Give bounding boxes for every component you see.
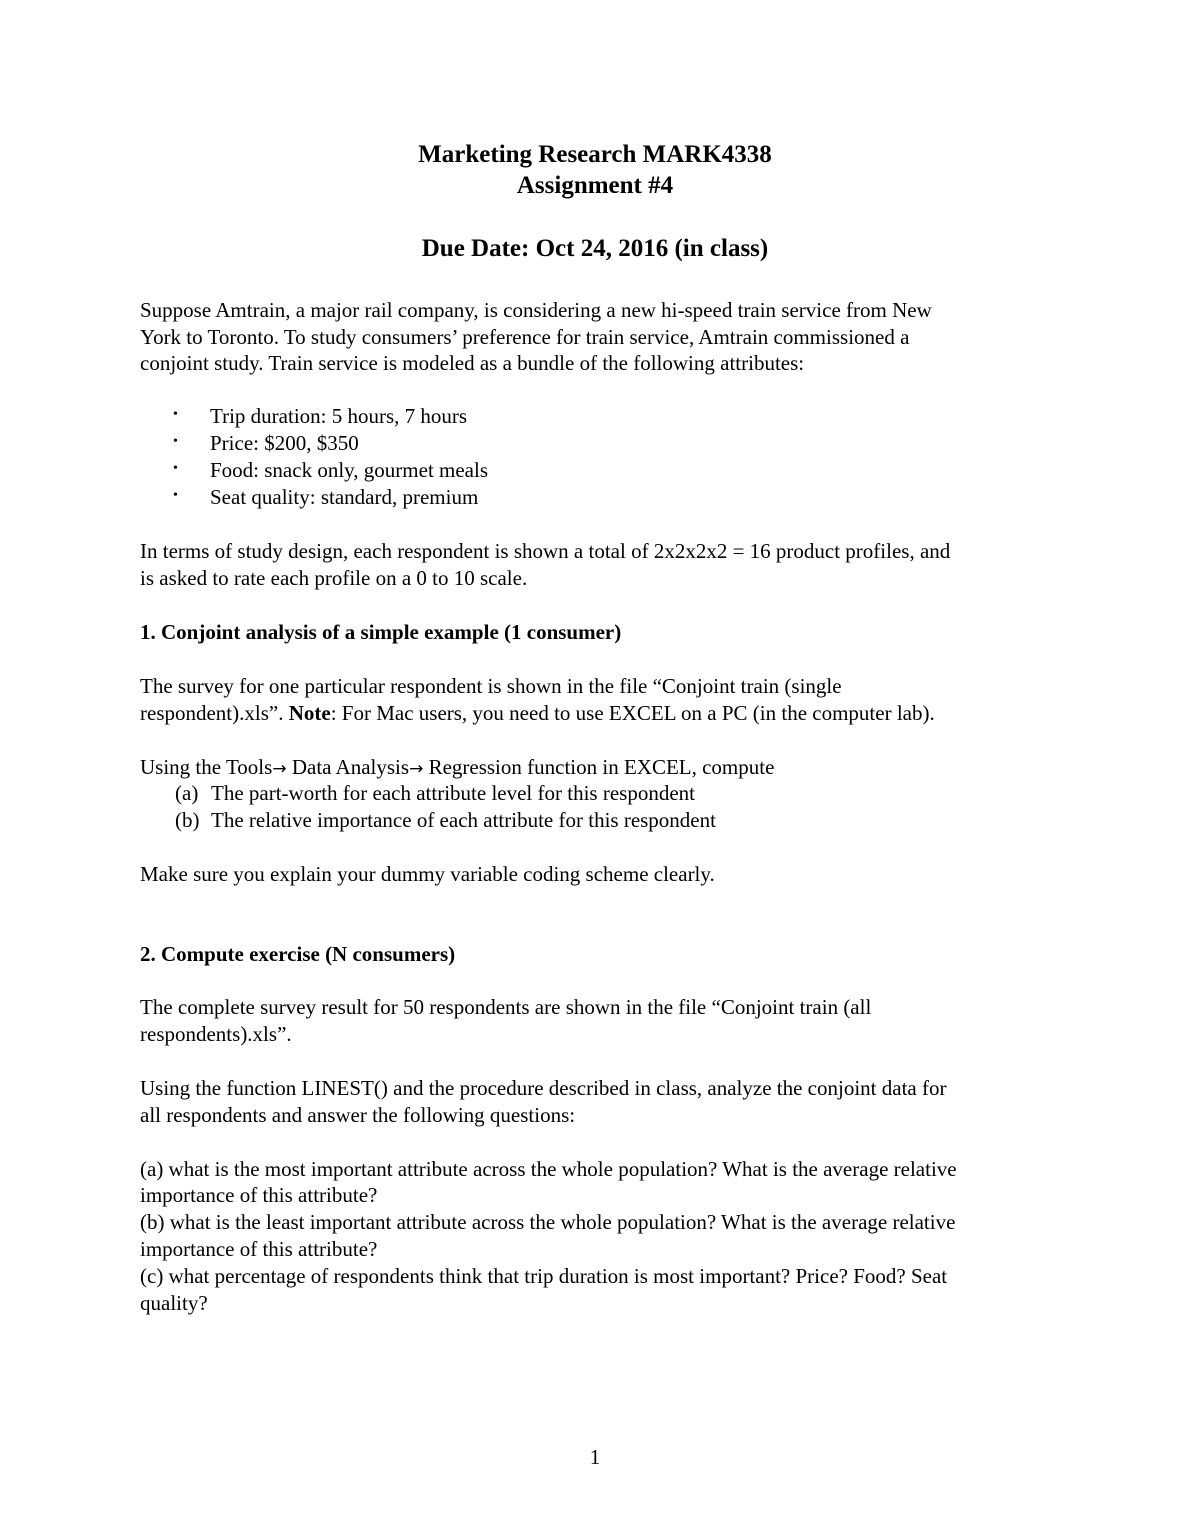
item-letter: (a): [175, 781, 199, 805]
bullet-icon: •: [173, 407, 178, 422]
intro-line-1: Suppose Amtrain, a major rail company, is considering a new hi-speed train service from New: [140, 298, 932, 322]
due-date: Due Date: Oct 24, 2016 (in class): [421, 235, 769, 262]
design-line-2: is asked to rate each profile on a 0 to 10 scale.: [140, 566, 528, 590]
instruction-part: Using the Tools: [140, 755, 273, 779]
question-c-line-2: quality?: [140, 1291, 208, 1315]
attribute-item: Seat quality: standard, premium: [210, 485, 479, 509]
section2-survey-line-1: The complete survey result for 50 respondents are shown in the file “Conjoint train (all: [140, 995, 872, 1019]
item-letter: (b): [175, 808, 200, 832]
attribute-item: Price: $200, $350: [210, 431, 359, 455]
note-label: Note: [288, 701, 331, 725]
survey-text-pre: respondent).xls”.: [140, 701, 289, 725]
assignment-title: Assignment #4: [516, 172, 674, 199]
arrow-right-icon: →: [272, 759, 287, 779]
question-a-line-1: (a) what is the most important attribute across the whole population? What is the average relative: [140, 1157, 957, 1181]
bullet-icon: •: [173, 461, 178, 476]
survey-text-post: : For Mac users, you need to use EXCEL on a PC (in the computer lab).: [330, 701, 935, 725]
bullet-icon: •: [173, 488, 178, 503]
page-number: 1: [589, 1445, 601, 1469]
item-text: The part-worth for each attribute level for this respondent: [211, 781, 695, 805]
section1-survey-line-2: [140, 700, 935, 727]
linest-line-2: all respondents and answer the following questions:: [140, 1103, 576, 1127]
bullet-icon: •: [173, 434, 178, 449]
intro-line-3: conjoint study. Train service is modeled as a bundle of the following attributes:: [140, 351, 805, 375]
course-title: Marketing Research MARK4338: [418, 141, 772, 168]
item-text: The relative importance of each attribute for this respondent: [211, 808, 716, 832]
question-c-line-1: (c) what percentage of respondents think that trip duration is most important? Price? Food? Seat: [140, 1264, 948, 1288]
arrow-right-icon: →: [409, 759, 424, 779]
section2-heading: 2. Compute exercise (N consumers): [140, 942, 456, 966]
intro-line-2: York to Toronto. To study consumers’ preference for train service, Amtrain commissioned a: [140, 325, 910, 349]
question-b-line-1: (b) what is the least important attribute across the whole population? What is the average relative: [140, 1210, 956, 1234]
attribute-item: Trip duration: 5 hours, 7 hours: [210, 404, 468, 428]
section1-closing: Make sure you explain your dummy variable coding scheme clearly.: [140, 862, 715, 886]
section2-survey-line-2: respondents).xls”.: [140, 1022, 292, 1046]
section1-survey-line-1: The survey for one particular respondent is shown in the file “Conjoint train (single: [140, 674, 842, 698]
excel-instructions: [140, 754, 774, 783]
instruction-part: Regression function in EXCEL, compute: [423, 755, 775, 779]
question-b-line-2: importance of this attribute?: [140, 1237, 378, 1261]
linest-line-1: Using the function LINEST() and the procedure described in class, analyze the conjoint data for: [140, 1076, 947, 1100]
design-line-1: In terms of study design, each respondent is shown a total of 2x2x2x2 = 16 product profiles, and: [140, 539, 951, 563]
instruction-part: Data Analysis: [286, 755, 410, 779]
attribute-item: Food: snack only, gourmet meals: [210, 458, 489, 482]
section1-heading: 1. Conjoint analysis of a simple example (1 consumer): [140, 620, 622, 644]
question-a-line-2: importance of this attribute?: [140, 1183, 378, 1207]
